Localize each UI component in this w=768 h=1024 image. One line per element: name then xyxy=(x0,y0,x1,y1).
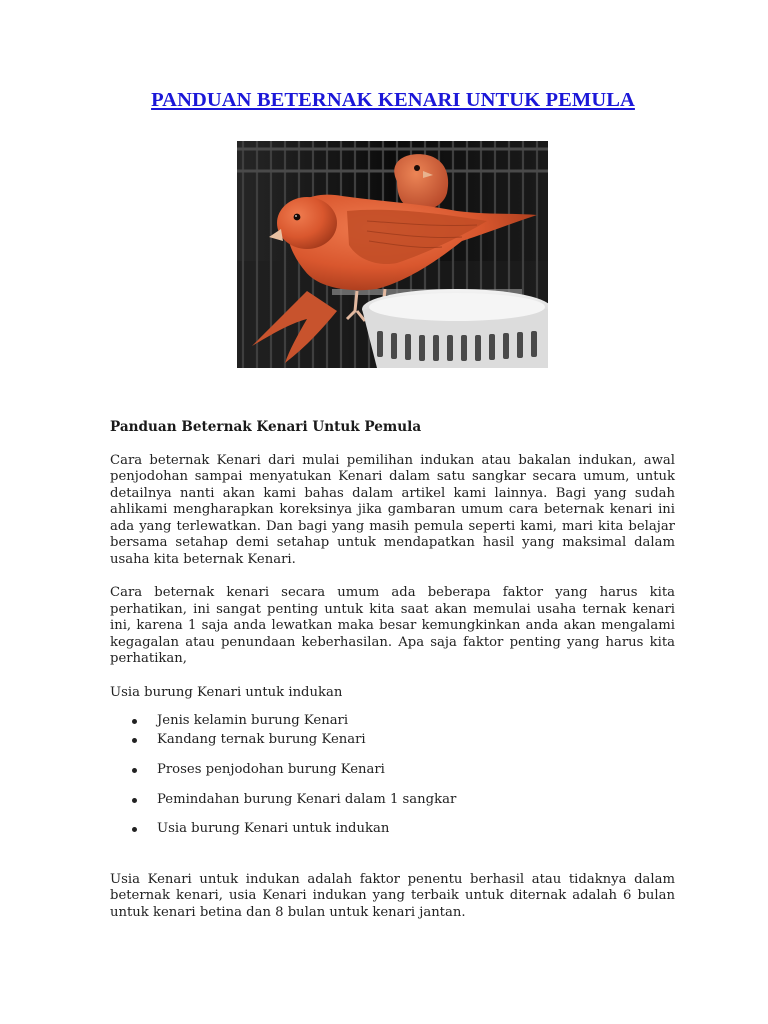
bullet-icon xyxy=(132,719,137,724)
list-item-label: Jenis kelamin burung Kenari xyxy=(157,713,349,728)
canary-photo xyxy=(237,141,548,368)
bullet-icon xyxy=(132,768,137,773)
bullet-icon xyxy=(132,798,137,803)
page-title: PANDUAN BETERNAK KENARI UNTUK PEMULA xyxy=(151,89,635,111)
list-item xyxy=(110,762,675,779)
list-item xyxy=(110,792,675,809)
article-subheading: Panduan Beternak Kenari Untuk Pemula xyxy=(110,419,422,435)
list-item-label: Kandang ternak burung Kenari xyxy=(157,731,366,747)
list-item-label: Proses penjodohan burung Kenari xyxy=(157,762,385,777)
list-item-label: Pemindahan burung Kenari dalam 1 sangkar xyxy=(157,791,457,807)
list-item xyxy=(110,732,675,749)
bullet-icon xyxy=(132,738,137,743)
list-item-label: Usia burung Kenari untuk indukan xyxy=(157,821,390,836)
list-item xyxy=(110,713,675,730)
paragraph-intro: Cara beternak Kenari dari mulai pemilihan indukan atau bakalan indukan, awal penjodohan sampai menyatukan Kenari dalam satu sangkar secara umum, untuk detailnya nanti akan kami bahas dalam artikel kami lainnya. Bagi yang sudah ahlikami mengharapkan koreksinya jika gambaran umum cara beternak kenari ini ada yang terlewatkan. Dan bagi yang masih pemula seperti kami, mari kita belajar bersama setahap demi setahap untuk mendapatkan hasil yang maksimal dalam usaha kita beternak Kenari. xyxy=(110,452,675,567)
list-item xyxy=(110,821,675,838)
factor-list xyxy=(110,713,675,838)
paragraph-age: Usia Kenari untuk indukan adalah faktor penentu berhasil atau tidaknya dalam beternak kenari, usia Kenari indukan yang terbaik untuk diternak adalah 6 bulan untuk kenari betina dan 8 bulan untuk kenari jantan. xyxy=(110,871,675,920)
paragraph-factors: Cara beternak kenari secara umum ada beberapa faktor yang harus kita perhatikan, ini sangat penting untuk kita saat akan memulai usaha ternak kenari ini, karena 1 saja anda lewatkan maka besar kemungkinkan anda akan mengalami kegagalan atau penundaan keberhasilan. Apa saja faktor penting yang harus kita perhatikan, xyxy=(110,585,675,666)
article-content xyxy=(110,419,675,938)
list-intro: Usia burung Kenari untuk indukan xyxy=(110,684,343,700)
bullet-icon xyxy=(132,827,137,832)
